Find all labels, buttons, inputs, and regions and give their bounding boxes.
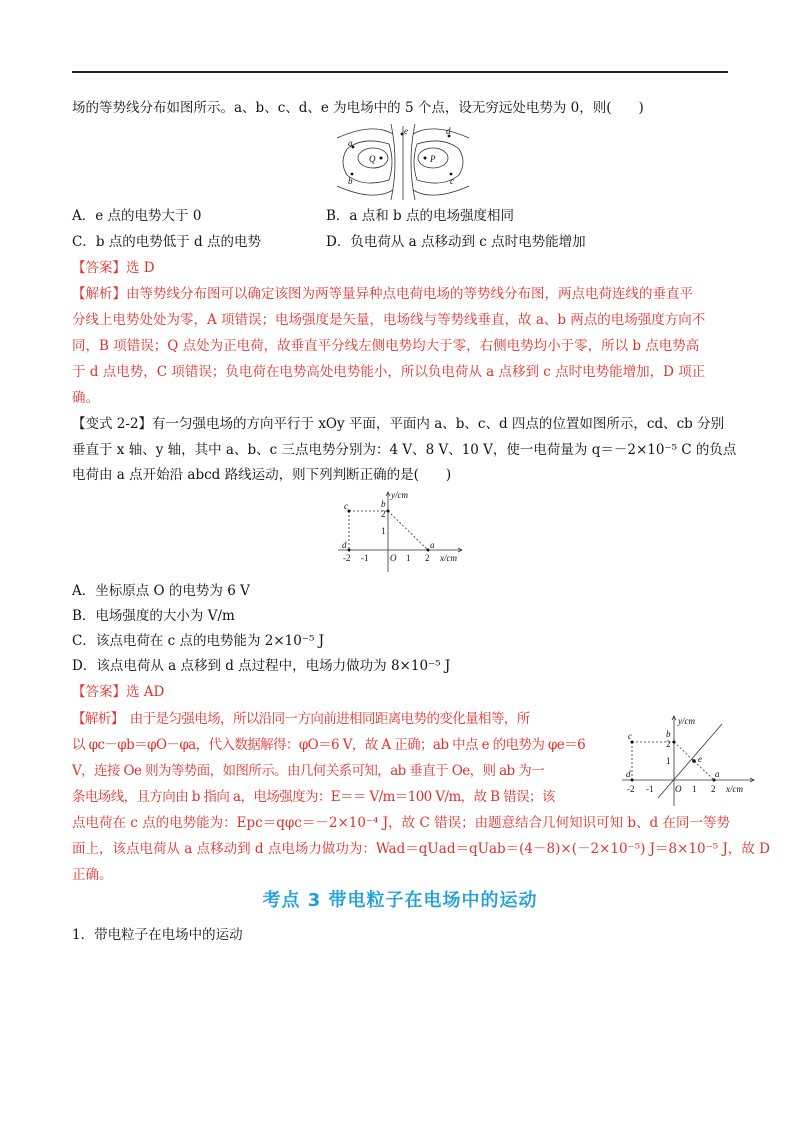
point-b: b xyxy=(381,499,386,509)
tick-y: 2 xyxy=(666,739,671,749)
point-c: c xyxy=(628,731,632,741)
q1-analysis-line: 【解析】由等势线分布图可以确定该图为两等量异种点电荷电场的等势线分布图，两点电荷连线的垂直平 xyxy=(72,286,693,302)
point-b: b xyxy=(666,729,671,739)
q2-analysis-line: 【解析】 由于是匀强电场，所以沿同一方向前进相同距离电势的变化量相等，所 xyxy=(72,711,530,727)
q1-option-d: D．负电荷从 a 点移动到 c 点时电势能增加 xyxy=(326,234,586,250)
label-Q: Q xyxy=(369,154,376,164)
y-axis-label: y/cm xyxy=(391,490,408,500)
label-c: c xyxy=(450,176,454,186)
tick-x: -1 xyxy=(646,784,654,794)
q2-stem-line: 【变式 2-2】有一匀强电场的方向平行于 xOy 平面，平面内 a、b、c、d 四点的位置如图所示，cd、cb 分别 xyxy=(72,416,725,432)
tick-x: -1 xyxy=(361,553,369,563)
q2-option-a: A．坐标原点 O 的电势为 6 V xyxy=(72,583,250,599)
point-d: d xyxy=(626,769,631,779)
tick-x: 1 xyxy=(406,553,411,563)
header-rule xyxy=(72,71,728,73)
point-a: a xyxy=(715,769,720,779)
q1-stem: 场的等势线分布如图所示。a、b、c、d、e 为电场中的 5 个点，设无穷远处电势为 0，则( ) xyxy=(72,100,644,116)
q2-option-b: B．电场强度的大小为 V/m xyxy=(72,608,235,624)
q2-option-d: D．该点电荷从 a 点移到 d 点过程中，电场力做功为 8×10⁻⁵ J xyxy=(72,658,451,674)
origin-label: O xyxy=(390,553,397,563)
q1-analysis-line: 确。 xyxy=(72,390,99,406)
label-b: b xyxy=(348,176,353,186)
analysis-figure xyxy=(618,712,758,808)
q2-option-c: C．该点电荷在 c 点的电势能为 2×10⁻⁵ J xyxy=(72,633,325,649)
q1-analysis-line: 同，B 项错误；Q 点处为正电荷，故垂直平分线左侧电势均大于零，右侧电势均小于零，所以 b 点电势高 xyxy=(72,338,700,354)
x-axis-label: x/cm xyxy=(440,553,457,563)
q1-option-b: B．a 点和 b 点的电场强度相同 xyxy=(326,208,514,224)
tick-y: 1 xyxy=(666,756,671,766)
q1-option-c: C．b 点的电势低于 d 点的电势 xyxy=(72,234,261,250)
label-a: a xyxy=(348,138,353,148)
q1-analysis-line: 分线上电势处处为零，A 项错误；电场强度是矢量，电场线与等势线垂直，故 a、b 两点的电场强度方向不 xyxy=(72,312,706,328)
tick-x: -2 xyxy=(627,784,635,794)
label-d: d xyxy=(446,126,451,136)
x-axis-label: x/cm xyxy=(726,784,743,794)
section-item-1: 1．带电粒子在电场中的运动 xyxy=(72,927,243,943)
q1-answer: 【答案】选 D xyxy=(72,260,155,276)
equipotential-figure xyxy=(333,124,473,200)
q2-analysis-line: 条电场线，且方向由 b 指向 a，电场强度为：E＝＝ V/m＝100 V/m，故 B 错误；该 xyxy=(72,789,555,805)
tick-x: 2 xyxy=(425,553,430,563)
q1-option-a: A．e 点的电势大于 0 xyxy=(72,208,202,224)
q2-answer: 【答案】选 AD xyxy=(72,684,165,700)
coordinate-figure xyxy=(330,490,470,572)
label-e: e xyxy=(404,126,408,136)
q2-analysis-line: V，连接 Oe 则为等势面，如图所示。由几何关系可知，ab 垂直于 Oe，则 ab 为一 xyxy=(72,763,545,779)
q2-stem-line: 垂直于 x 轴、y 轴，其中 a、b、c 三点电势分别为：4 V、8 V、10 V，使一电荷量为 q＝－2×10⁻⁵ C 的负点 xyxy=(72,442,737,458)
point-e: e xyxy=(698,754,702,764)
tick-y: 2 xyxy=(381,509,386,519)
q2-analysis-line: 以 φc－φb＝φO－φa，代入数据解得：φO＝6 V，故 A 正确；ab 中点 e 的电势为 φe＝6 xyxy=(72,737,586,753)
q2-analysis-line: 正确。 xyxy=(72,867,113,883)
point-d: d xyxy=(342,540,347,550)
q2-analysis-line: 点电荷在 c 点的电势能为：Epc＝qφc＝－2×10⁻⁴ J，故 C 错误；由题意结合几何知识可知 b、d 在同一等势 xyxy=(72,815,730,831)
point-c: c xyxy=(344,501,348,511)
tick-x: 1 xyxy=(692,784,697,794)
point-a: a xyxy=(430,540,435,550)
label-P: P xyxy=(430,154,436,164)
q2-analysis-line: 面上，该点电荷从 a 点移动到 d 点电场力做功为：Wad＝qUad＝qUab＝(4－8)×(－2×10⁻⁵) J＝8×10⁻⁵ J，故 D xyxy=(72,841,770,857)
q2-stem-line: 电荷由 a 点开始沿 abcd 路线运动，则下列判断正确的是( ) xyxy=(72,467,452,483)
tick-y: 1 xyxy=(381,526,386,536)
q1-analysis-line: 于 d 点电势，C 项错误；负电荷在电势高处电势能小，所以负电荷从 a 点移到 c 点时电势能增加，D 项正 xyxy=(72,364,706,380)
tick-x: -2 xyxy=(343,553,351,563)
tick-x: 2 xyxy=(711,784,716,794)
origin-label: O xyxy=(675,784,682,794)
section-heading: 考点 3 带电粒子在电场中的运动 xyxy=(262,890,538,911)
y-axis-label: y/cm xyxy=(678,716,695,726)
